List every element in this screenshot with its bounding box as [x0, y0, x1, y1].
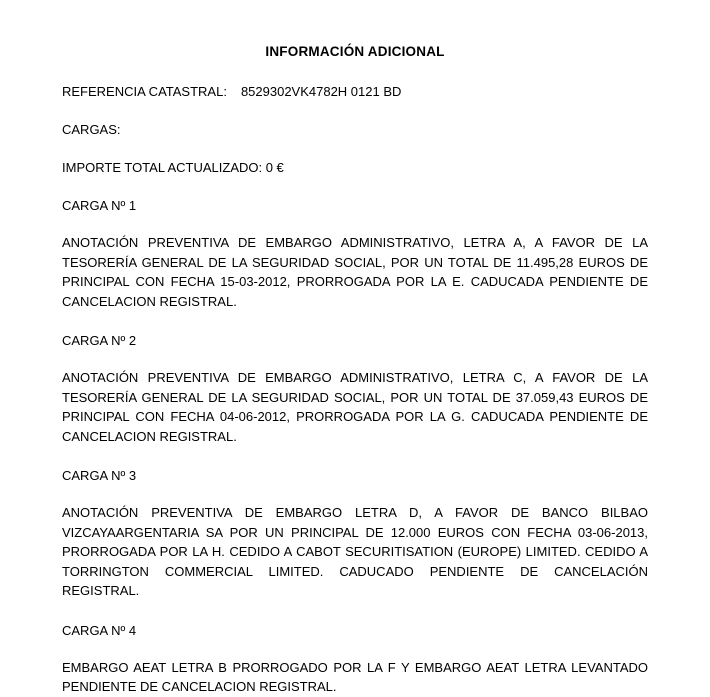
charge-text-4: EMBARGO AEAT LETRA B PRORROGADO POR LA F Y EMBARGO AEAT LETRA LEVANTADO PENDIENTE DE CANCELACION REGISTRAL. — [62, 659, 648, 694]
charge-heading-2: CARGA Nº 2 — [62, 333, 137, 348]
cadastral-reference-label: REFERENCIA CATASTRAL: — [62, 84, 227, 99]
total-amount-line: IMPORTE TOTAL ACTUALIZADO: 0 € — [62, 160, 284, 175]
charge-text-3: ANOTACIÓN PREVENTIVA DE EMBARGO LETRA D, A FAVOR DE BANCO BILBAO VIZCAYAARGENTARIA SA POR UN PRINCIPAL DE 12.000 EUROS CON FECHA 03-06-2013, PRORROGADA POR LA H. CEDIDO A CABOT SECURITISATION (EUROPE) LIMITED. CEDIDO A TORRINGTON COMMERCIAL LIMITED. CADUCADO PENDIENTE DE CANCELACIÓN REGISTRAL. — [62, 505, 648, 598]
charge-text-1: ANOTACIÓN PREVENTIVA DE EMBARGO ADMINISTRATIVO, LETRA A, A FAVOR DE LA TESORERÍA GENERAL DE LA SEGURIDAD SOCIAL, POR UN TOTAL DE 11.495,28 EUROS DE PRINCIPAL CON FECHA 15-03-2012, PRORROGADA POR LA E. CADUCADA PENDIENTE DE CANCELACION REGISTRAL. — [62, 235, 648, 309]
charges-label: CARGAS: — [62, 122, 121, 137]
charge-text-2: ANOTACIÓN PREVENTIVA DE EMBARGO ADMINISTRATIVO, LETRA C, A FAVOR DE LA TESORERÍA GENERAL DE LA SEGURIDAD SOCIAL, POR UN TOTAL DE 37.059,43 EUROS DE PRINCIPAL CON FECHA 04-06-2012, PRORROGADA POR LA G. CADUCADA PENDIENTE DE CANCELACION REGISTRAL. — [62, 370, 648, 444]
cadastral-reference-line — [62, 83, 648, 100]
cadastral-reference-value: 8529302VK4782H 0121 BD — [240, 84, 402, 99]
charge-heading-3: CARGA Nº 3 — [62, 468, 137, 483]
page-title: INFORMACIÓN ADICIONAL — [265, 44, 445, 59]
charge-heading-1: CARGA Nº 1 — [62, 198, 137, 213]
charge-heading-4: CARGA Nº 4 — [62, 622, 137, 638]
